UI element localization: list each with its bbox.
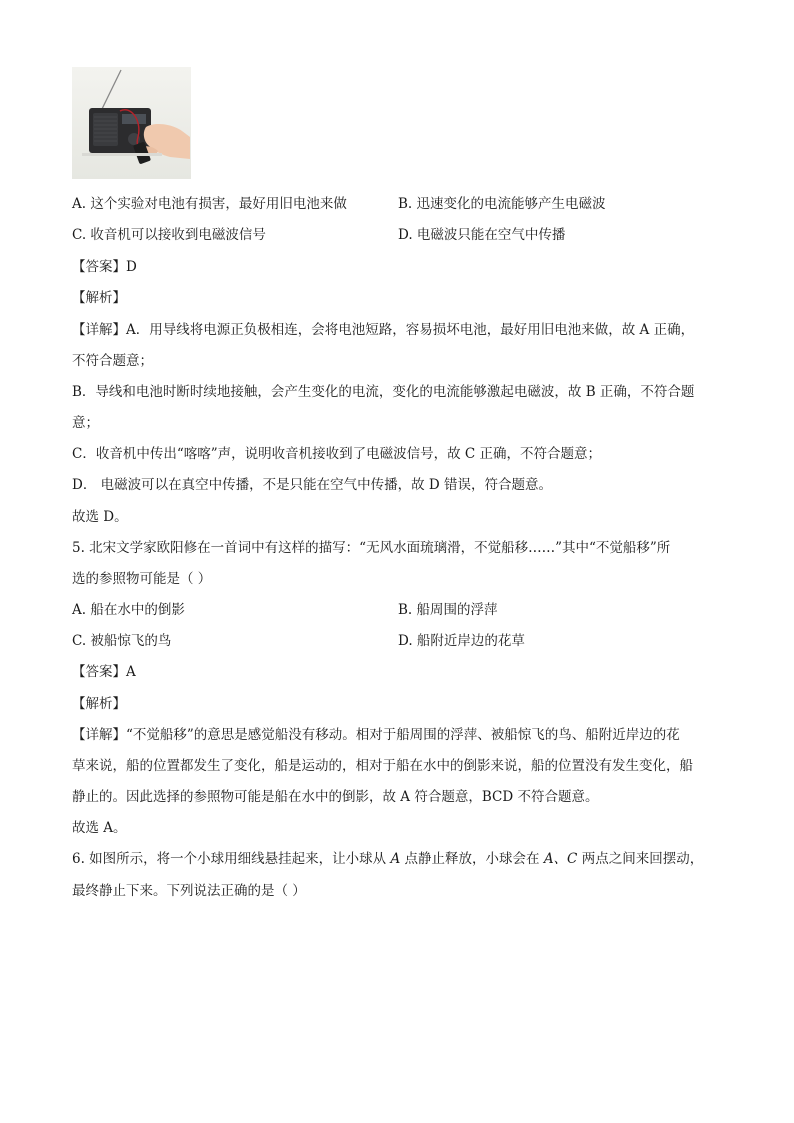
q4-detail-line: D． 电磁波可以在真空中传播，不是只能在空气中传播，故 D 错误，符合题意。 bbox=[72, 477, 553, 493]
q6-point-a: A bbox=[390, 851, 401, 867]
q6-stem-line bbox=[72, 847, 703, 867]
q5-stem-line: 选的参照物可能是（ ） bbox=[72, 571, 212, 587]
q6-stem-line: 最终静止下来。下列说法正确的是（ ） bbox=[72, 883, 306, 899]
q6-points-ac: A、C bbox=[543, 851, 578, 867]
q5-stem-line: 5. 北宋文学家欧阳修在一首词中有这样的描写：“无风水面琉璃滑，不觉船移……”其中“不觉船移”所 bbox=[72, 540, 671, 556]
q4-detail-line: 不符合题意； bbox=[72, 353, 153, 369]
q4-detail-line: 意； bbox=[72, 415, 99, 431]
q4-option-c: C. 收音机可以接收到电磁波信号 bbox=[72, 227, 266, 243]
q4-analysis-heading: 【解析】 bbox=[72, 290, 126, 306]
q6-stem-part: 6. 如图所示，将一个小球用细线悬挂起来，让小球从 bbox=[72, 851, 391, 867]
q5-conclusion: 故选 A。 bbox=[72, 820, 127, 836]
q4-option-d: D. 电磁波只能在空气中传播 bbox=[398, 227, 566, 243]
q5-option-a: A. 船在水中的倒影 bbox=[72, 602, 185, 618]
radio-experiment-photo bbox=[72, 67, 191, 179]
q4-option-b: B. 迅速变化的电流能够产生电磁波 bbox=[398, 196, 606, 212]
q6-stem-part: 两点之间来回摆动， bbox=[577, 851, 704, 867]
q4-detail-line: B．导线和电池时断时续地接触，会产生变化的电流，变化的电流能够激起电磁波，故 B 正确，不符合题 bbox=[72, 384, 695, 400]
q5-option-d: D. 船附近岸边的花草 bbox=[398, 633, 525, 649]
q5-detail-line: 【详解】“不觉船移”的意思是感觉船没有移动。相对于船周围的浮萍、被船惊飞的鸟、船附近岸边的花 bbox=[72, 727, 680, 743]
q5-detail-line: 草来说，船的位置都发生了变化，船是运动的，相对于船在水中的倒影来说，船的位置没有发生变化，船 bbox=[72, 758, 693, 774]
q4-detail-line: 【详解】A．用导线将电源正负极相连，会将电池短路，容易损坏电池，最好用旧电池来做，故 A 正确， bbox=[72, 322, 695, 338]
q5-option-c: C. 被船惊飞的鸟 bbox=[72, 633, 172, 649]
q5-answer: 【答案】A bbox=[72, 664, 136, 680]
q6-stem-part: 点静止释放，小球会在 bbox=[400, 851, 544, 867]
q4-option-a: A. 这个实验对电池有损害，最好用旧电池来做 bbox=[72, 196, 347, 212]
q5-analysis-heading: 【解析】 bbox=[72, 696, 126, 712]
q4-answer: 【答案】D bbox=[72, 259, 137, 275]
q4-detail-line: C．收音机中传出“喀喀”声，说明收音机接收到了电磁波信号，故 C 正确，不符合题意； bbox=[72, 446, 602, 462]
q4-conclusion: 故选 D。 bbox=[72, 509, 128, 525]
q5-option-b: B. 船周围的浮萍 bbox=[398, 602, 498, 618]
q5-detail-line: 静止的。因此选择的参照物可能是船在水中的倒影，故 A 符合题意，BCD 不符合题意。 bbox=[72, 789, 599, 805]
